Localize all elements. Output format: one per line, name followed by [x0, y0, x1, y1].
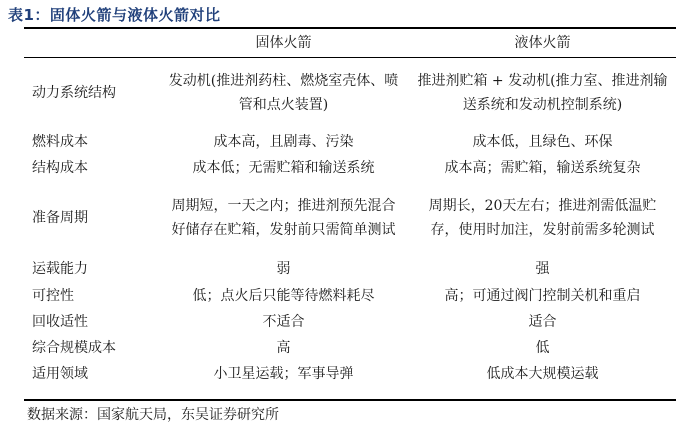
solid-cell: 发动机(推进剂药柱、燃烧室壳体、喷管和点火装置)	[168, 73, 399, 113]
solid-cell: 低；点火后只能等待燃料耗尽	[192, 288, 375, 304]
liquid-cell: 低成本大规模运载	[486, 366, 599, 382]
row-label: 回收适性	[32, 314, 88, 330]
row-label: 准备周期	[32, 210, 88, 226]
table-row	[24, 283, 676, 309]
liquid-cell: 周期长，20天左右；推进剂需低温贮存，使用时加注，发射前需多轮测试	[428, 198, 657, 238]
liquid-cell: 成本高；需贮箱，输送系统复杂	[444, 160, 641, 176]
row-label: 可控性	[32, 288, 74, 304]
liquid-cell: 成本低，且绿色、环保	[472, 134, 613, 150]
liquid-cell: 强	[535, 261, 550, 277]
solid-cell: 成本低；无需贮箱和输送系统	[192, 160, 375, 176]
row-label: 燃料成本	[32, 134, 88, 150]
solid-cell: 不适合	[262, 314, 305, 330]
row-label: 适用领域	[32, 366, 88, 382]
solid-cell: 高	[276, 340, 291, 356]
liquid-cell: 适合	[528, 314, 557, 330]
table-row	[24, 181, 676, 255]
bottom-rule	[24, 399, 676, 401]
header-row	[24, 29, 676, 57]
row-label: 运载能力	[32, 261, 88, 277]
table-row	[24, 57, 676, 129]
liquid-cell: 推进剂贮箱 + 发动机(推力室、推进剂输送系统和发动机控制系统)	[417, 73, 668, 113]
header-empty	[24, 29, 158, 57]
solid-cell: 小卫星运载；军事导弹	[213, 366, 354, 382]
source-note: 数据来源：国家航天局，东吴证券研究所	[27, 407, 279, 423]
comparison-table	[24, 29, 676, 387]
solid-cell: 周期短，一天之内；推进剂预先混合好储存在贮箱，发射前只需简单测试	[171, 198, 396, 238]
table-row	[24, 255, 676, 283]
row-label: 结构成本	[32, 160, 88, 176]
table-title: 表1：固体火箭与液体火箭对比	[8, 6, 221, 24]
header-solid: 固体火箭	[255, 35, 312, 51]
row-label: 综合规模成本	[32, 340, 116, 356]
table-row	[24, 361, 676, 387]
header-liquid: 液体火箭	[514, 35, 571, 51]
table-row	[24, 129, 676, 155]
table-row	[24, 309, 676, 335]
solid-cell: 弱	[276, 261, 291, 277]
liquid-cell: 低	[535, 340, 550, 356]
solid-cell: 成本高，且剧毒、污染	[213, 134, 354, 150]
table-row	[24, 335, 676, 361]
table-row	[24, 155, 676, 181]
liquid-cell: 高；可通过阀门控制关机和重启	[444, 288, 641, 304]
row-label: 动力系统结构	[32, 85, 116, 101]
